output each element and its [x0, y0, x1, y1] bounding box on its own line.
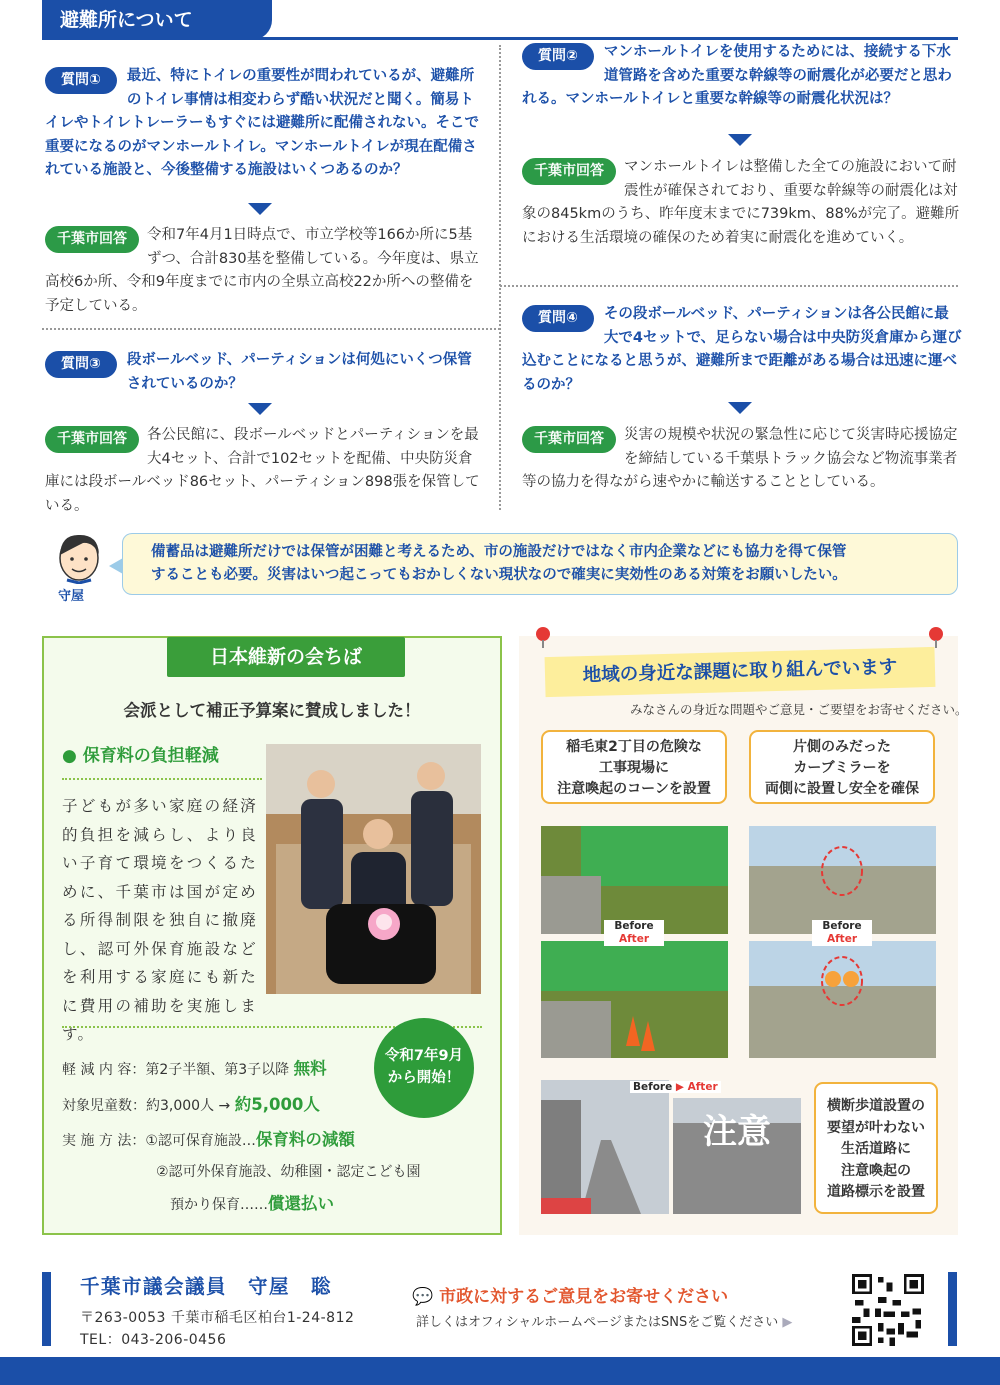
address: 〒263-0053 千葉市稲毛区柏台1-24-812 [80, 1310, 355, 1326]
bubble-line: カーブミラーを [793, 760, 891, 776]
answer-text: マンホールトイレは整備した全ての施設において耐震性が確保されており、重要な幹線等の耐震化は対象の845kmのうち、昨年度末までに739km、88%が完了。避難所における生活環境の確保のため着実に耐震化を進めていく。 [522, 159, 960, 246]
comment-line: 備蓄品は避難所だけでは保管が困難と考えるため、市の施設だけではなく市内企業などにも協力を得て保管 [151, 544, 847, 560]
party-title: 日本維新の会ちば [167, 637, 405, 677]
bubble-line: 注意喚起のコーンを設置 [557, 781, 711, 797]
photo-before-2 [749, 826, 936, 934]
answer-text: 災害の規模や状況の緊急性に応じて災害時応援協定を締結している千葉県トラック協会など物流事業者等の協力を得ながら速やかに輸送することとしている。 [522, 427, 958, 490]
photo-before-1 [541, 826, 728, 934]
councillor-name: 千葉市議会議員 守屋 聡 [80, 1275, 333, 1298]
issue-bubble-1 [541, 730, 727, 804]
detail-row [62, 1055, 327, 1079]
feedback-text: 市政に対するご意見をお寄せください [439, 1287, 729, 1307]
answer-text: 各公民館に、段ボールベッドとパーティションを最大4セット、合計で102セットを配備、中央防災倉庫には段ボールベッド86セット、パーティション898張を保管している。 [45, 427, 480, 514]
councillor-avatar-icon [53, 528, 105, 584]
question-text: 最近、特にトイレの重要性が問われているが、避難所のトイレ事情は相変わらず酷い状況だと聞く。簡易トイレやトイレトレーラーもすぐには避難所に配備されない。そこで重要になるのがマンホールトイレ。マンホールトイレが現在配備されている施設と、今後整備する施設はいくつあるのか？ [45, 68, 479, 178]
bubble-line: 要望が叶わない [827, 1119, 925, 1136]
photo-before-3 [541, 1080, 669, 1214]
detail-highlight: 保育料の減額 [255, 1130, 355, 1149]
photo-after-1 [541, 941, 728, 1058]
detail-row [170, 1190, 334, 1214]
down-arrow-icon [248, 203, 272, 215]
before-label: Before [812, 920, 872, 933]
question-text: その段ボールベッド、パーティションは各公民館に最大で4セットで、足らない場合は中央防災倉庫から運び込むことになると思うが、避難所まで距離がある場合は迅速に運べるのか？ [522, 306, 962, 393]
answer-label: 千葉市回答 [522, 426, 616, 453]
group-photo [266, 744, 481, 994]
pin-icon [926, 626, 946, 648]
row-divider-right [500, 285, 958, 287]
detail-label: ②認可外保育施設、幼稚園・認定こども園 [156, 1164, 421, 1180]
question-1 [45, 65, 485, 183]
column-divider [499, 45, 501, 510]
badge-line: 令和7年9月 [384, 1048, 464, 1064]
detail-highlight: 償還払い [268, 1194, 334, 1213]
more-info-text: 詳しくはオフィシャルホームページまたはSNSをご覧ください [416, 1315, 779, 1330]
detail-label: 実 施 方 法：①認可保育施設… [62, 1133, 256, 1149]
issue-bubble-2 [749, 730, 935, 804]
question-text: 段ボールベッド、パーティションは何処にいくつ保管されているのか？ [126, 352, 472, 392]
detail-row [62, 1091, 320, 1115]
detail-label: 対象児童数：約3,000人 → [62, 1098, 235, 1114]
arrow-right-icon: ▶ [675, 1081, 684, 1093]
policy-body: 子どもが多い家庭の経済的負担を減らし、より良い子育て環境をつくるために、千葉市は国が定める所得制限を独自に撤廃し、認可外保育施設などを利用する家庭にも新たに費用の補助を実施します。 [62, 797, 257, 1043]
comment-bubble [122, 533, 958, 595]
party-subtitle: 会派として補正予算案に賛成しました！ [123, 701, 421, 720]
answer-3 [45, 424, 485, 518]
issues-subtitle: みなさんの身近な問題やご意見・ご要望をお寄せください。 [630, 702, 968, 717]
before-label: Before [604, 920, 664, 933]
question-label: 質問② [522, 43, 594, 70]
question-4 [522, 303, 962, 397]
pin-icon [533, 626, 553, 648]
badge-line: から開始！ [387, 1070, 461, 1086]
bubble-line: 生活道路に [841, 1141, 911, 1157]
answer-label: 千葉市回答 [45, 426, 139, 453]
bubble-line: 工事現場に [599, 760, 669, 776]
question-3 [45, 349, 485, 396]
start-date-badge [374, 1018, 474, 1118]
issues-title: 地域の身近な課題に取り組んでいます [545, 647, 936, 697]
chat-icon: 💬 [412, 1287, 434, 1307]
detail-label: 預かり保育…… [170, 1197, 268, 1213]
down-arrow-icon [728, 134, 752, 146]
down-arrow-icon [248, 403, 272, 415]
section-title: 避難所について [42, 0, 272, 40]
answer-4 [522, 424, 962, 495]
before-label: Before [633, 1081, 673, 1093]
bubble-line: 注意喚起の [841, 1162, 911, 1179]
more-info-link[interactable] [416, 1311, 792, 1330]
dotted-rule [62, 778, 262, 780]
before-after-label-3 [630, 1081, 721, 1093]
after-label: After [812, 933, 872, 946]
bubble-line: 道路標示を設置 [827, 1184, 925, 1200]
question-label: 質問① [45, 67, 117, 94]
footer-accent-left [42, 1272, 51, 1346]
feedback-call [412, 1282, 728, 1307]
qr-code[interactable] [850, 1274, 926, 1346]
before-after-label-2 [812, 920, 872, 946]
answer-label: 千葉市回答 [522, 158, 616, 185]
answer-2 [522, 156, 962, 250]
detail-highlight: 約5,000人 [234, 1095, 320, 1114]
down-arrow-icon [728, 402, 752, 414]
bubble-line: 片側のみだった [793, 739, 891, 755]
before-after-label-1 [604, 920, 664, 946]
footer-band [0, 1357, 1000, 1385]
answer-text: 令和7年4月1日時点で、市立学校等166か所に5基ずつ、合計830基を整備している。今年度は、県立高校6か所、令和9年度までに市内の全県立高校22か所への整備を予定している。 [45, 227, 479, 314]
question-label: 質問④ [522, 305, 594, 332]
policy-heading: ● 保育料の負担軽減 [62, 746, 219, 766]
issue-bubble-3 [814, 1082, 938, 1214]
comment-line: することも必要。災害はいつ起こってもおかしくない現状なので確実に実効性のある対策をお願いしたい。 [151, 567, 847, 583]
row-divider-left [42, 328, 500, 330]
answer-label: 千葉市回答 [45, 226, 139, 253]
after-label: After [604, 933, 664, 946]
bubble-line: 両側に設置し安全を確保 [765, 781, 919, 797]
telephone: TEL：043-206-0456 [80, 1332, 227, 1348]
detail-row [62, 1126, 355, 1150]
detail-highlight: 無料 [293, 1059, 327, 1078]
footer-accent-right [948, 1272, 957, 1346]
photo-after-2 [749, 941, 936, 1058]
question-2 [522, 41, 962, 112]
commenter-name: 守屋 [58, 589, 85, 604]
detail-row [156, 1161, 421, 1181]
question-label: 質問③ [45, 351, 117, 378]
after-label: After [687, 1081, 718, 1093]
detail-label: 軽 減 内 容：第2子半額、第3子以降 [62, 1062, 294, 1078]
bubble-line: 稲毛東2丁目の危険な [566, 739, 702, 755]
arrow-right-icon: ▶ [782, 1315, 793, 1330]
title-rule [42, 37, 958, 40]
bubble-line: 横断歩道設置の [827, 1098, 925, 1114]
road-marking: 注意 [703, 1112, 771, 1152]
answer-1 [45, 224, 485, 318]
question-text: マンホールトイレを使用するためには、接続する下水道管路を含めた重要な幹線等の耐震化が必要だと思われる。マンホールトイレと重要な幹線等の耐震化状況は？ [522, 44, 952, 107]
